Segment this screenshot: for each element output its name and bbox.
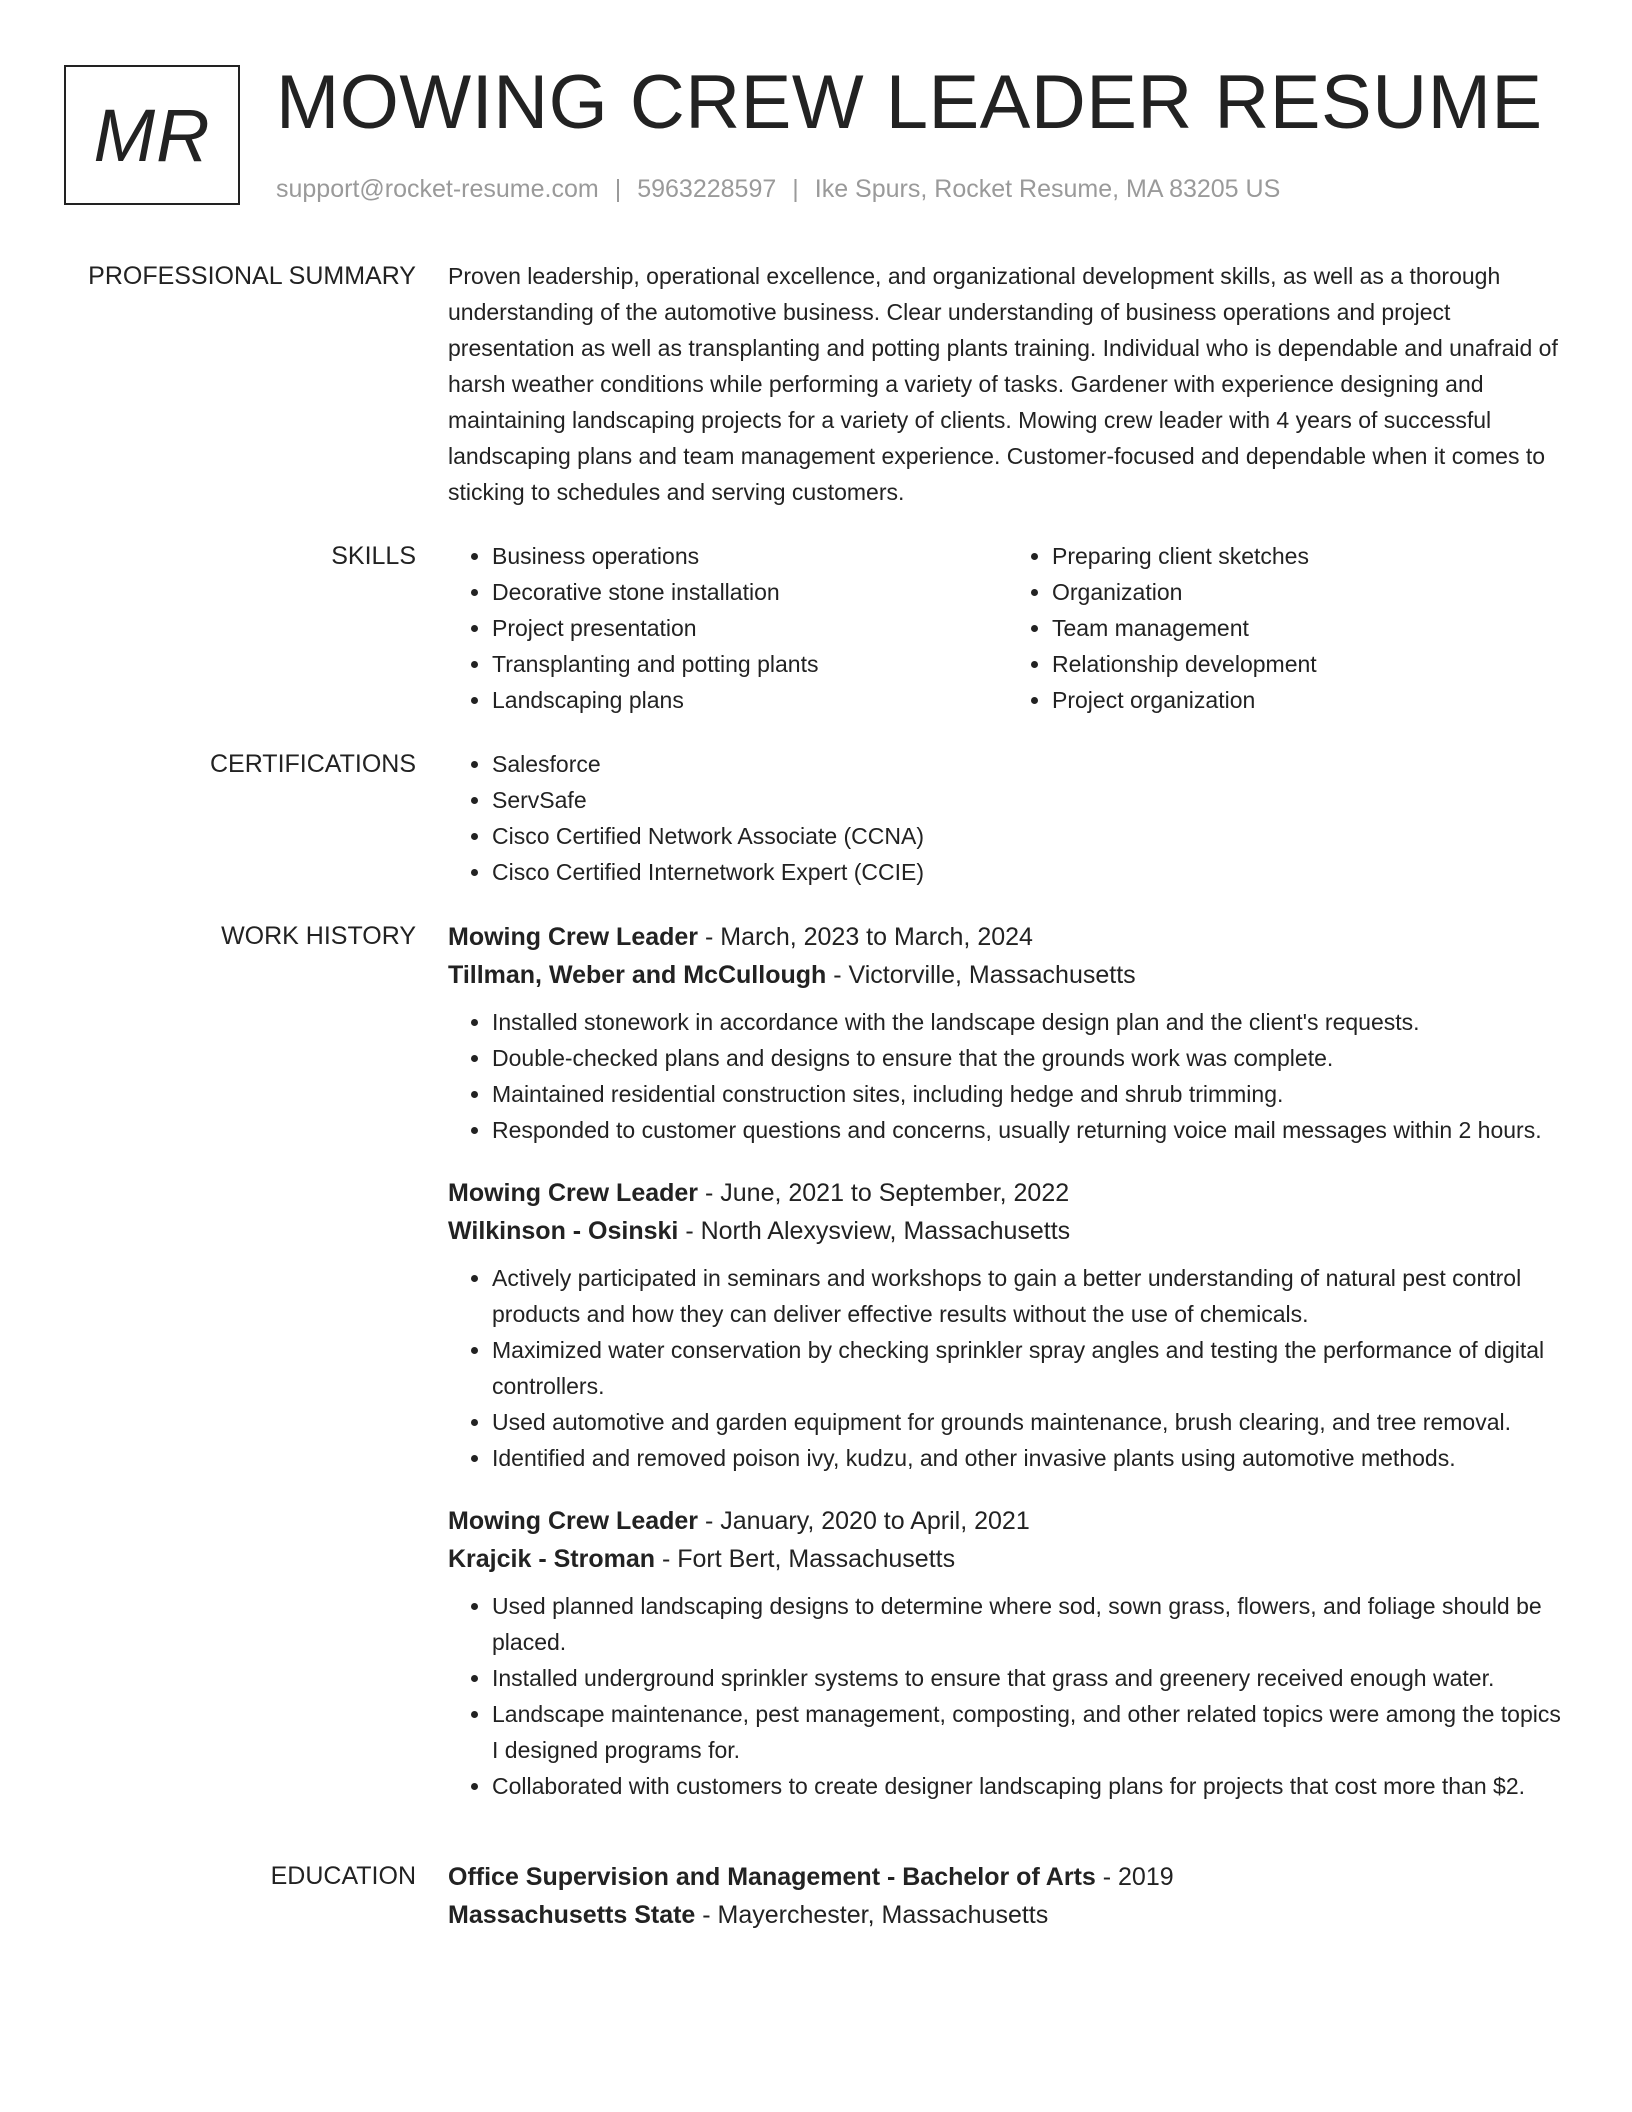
job-bullet: • Actively participated in seminars and workshops to gain a better understanding of natural pest control products and how they can deliver effective results without the use of chemicals.: [492, 1260, 1568, 1332]
job-dates: - January, 2020 to April, 2021: [698, 1507, 1030, 1535]
section-body: [448, 1858, 1568, 1934]
job-bullet: • Double-checked plans and designs to ensure that the grounds work was complete.: [492, 1040, 1568, 1076]
job-company: Wilkinson - Osinski: [448, 1217, 679, 1245]
skill-item: • Business operations: [492, 538, 1008, 574]
education-year: - 2019: [1095, 1863, 1174, 1891]
skills-list-right: [1008, 538, 1568, 718]
skill-item: • Transplanting and potting plants: [492, 646, 1008, 682]
job-bullets: [448, 1004, 1568, 1148]
job-bullet: • Used automotive and garden equipment for grounds maintenance, brush clearing, and tree removal.: [492, 1404, 1568, 1440]
education-school: Massachusetts State: [448, 1901, 696, 1929]
section-label: EDUCATION: [270, 1862, 416, 1890]
job-location: - North Alexysview, Massachusetts: [678, 1217, 1071, 1245]
skill-item: • Preparing client sketches: [1052, 538, 1568, 574]
job-company-line: [448, 1540, 1568, 1578]
education-section: [0, 1858, 1632, 1934]
skill-item: • Decorative stone installation: [492, 574, 1008, 610]
job-title: Mowing Crew Leader: [448, 1179, 699, 1207]
skill-item: • Team management: [1052, 610, 1568, 646]
job-title-line: [448, 918, 1568, 956]
education-school-line: [448, 1896, 1568, 1934]
education-degree: Office Supervision and Management - Bachelor of Arts: [448, 1863, 1096, 1891]
summary-text: Proven leadership, operational excellence, and organizational development skills, as well as a thorough understanding of the automotive business. Clear understanding of business operations and project presentation as well as transplanting and potting plants training. Individual who is dependable and unafraid of harsh weather conditions while performing a variety of tasks. Gardener with experience designing and maintaining landscaping projects for a variety of clients. Mowing crew leader with 4 years of successful landscaping plans and team management experience. Customer-focused and dependable when it comes to sticking to schedules and serving customers.: [448, 263, 1558, 505]
certifications-section: [0, 746, 1632, 890]
section-label: CERTIFICATIONS: [209, 750, 416, 778]
education-degree-line: [448, 1858, 1568, 1896]
section-label: SKILLS: [331, 542, 416, 570]
job-bullet: • Installed underground sprinkler systems to ensure that grass and greenery received enough water.: [492, 1660, 1568, 1696]
job-bullets: [448, 1260, 1568, 1476]
job-company: Tillman, Weber and McCullough: [448, 961, 827, 989]
section-body: [448, 918, 1568, 1830]
job-entry: [448, 918, 1568, 1148]
skill-item: • Project presentation: [492, 610, 1008, 646]
job-location: - Victorville, Massachusetts: [826, 961, 1136, 989]
job-company-line: [448, 956, 1568, 994]
job-bullet: • Used planned landscaping designs to determine where sod, sown grass, flowers, and foliage should be placed.: [492, 1588, 1568, 1660]
work-history-section: [0, 918, 1632, 1830]
section-label: WORK HISTORY: [221, 922, 416, 950]
skill-item: • Organization: [1052, 574, 1568, 610]
contact-separator: |: [792, 175, 799, 203]
job-title: Mowing Crew Leader: [448, 1507, 699, 1535]
certification-item: • Cisco Certified Internetwork Expert (CCIE): [492, 854, 1568, 890]
skill-item: • Relationship development: [1052, 646, 1568, 682]
section-body: [448, 746, 1568, 890]
job-bullet: • Identified and removed poison ivy, kudzu, and other invasive plants using automotive methods.: [492, 1440, 1568, 1476]
resume-title: MOWING CREW LEADER RESUME: [276, 60, 1543, 145]
education-location: - Mayerchester, Massachusetts: [695, 1901, 1049, 1929]
section-body: [448, 258, 1568, 510]
job-bullet: • Responded to customer questions and concerns, usually returning voice mail messages within 2 hours.: [492, 1112, 1568, 1148]
job-dates: - March, 2023 to March, 2024: [698, 923, 1033, 951]
job-bullet: • Maximized water conservation by checking sprinkler spray angles and testing the performance of digital controllers.: [492, 1332, 1568, 1404]
contact-address: Ike Spurs, Rocket Resume, MA 83205 US: [814, 175, 1281, 203]
job-title-line: [448, 1502, 1568, 1540]
skill-item: • Project organization: [1052, 682, 1568, 718]
contact-line: [276, 175, 1280, 204]
job-bullet: • Installed stonework in accordance with the landscape design plan and the client's requests.: [492, 1004, 1568, 1040]
section-label: PROFESSIONAL SUMMARY: [88, 262, 416, 290]
job-dates: - June, 2021 to September, 2022: [698, 1179, 1070, 1207]
certification-item: • ServSafe: [492, 782, 1568, 818]
summary-section: [0, 258, 1632, 510]
job-company: Krajcik - Stroman: [448, 1545, 656, 1573]
job-title: Mowing Crew Leader: [448, 923, 699, 951]
certifications-list: [448, 746, 1568, 890]
contact-email[interactable]: support@rocket-resume.com: [276, 175, 599, 203]
contact-separator: |: [614, 175, 622, 203]
skills-section: [0, 538, 1632, 718]
job-entry: [448, 1174, 1568, 1476]
skills-columns: [448, 538, 1568, 718]
job-title-line: [448, 1174, 1568, 1212]
certification-item: • Salesforce: [492, 746, 1568, 782]
monogram-initials: MR: [93, 93, 211, 177]
monogram-box: [64, 65, 240, 205]
job-bullet: • Maintained residential construction sites, including hedge and shrub trimming.: [492, 1076, 1568, 1112]
job-location: - Fort Bert, Massachusetts: [655, 1545, 956, 1573]
job-bullet: • Collaborated with customers to create designer landscaping plans for projects that cost more than $2.: [492, 1768, 1568, 1804]
contact-phone[interactable]: 5963228597: [637, 175, 777, 203]
certification-item: • Cisco Certified Network Associate (CCNA): [492, 818, 1568, 854]
resume-header: [64, 60, 1564, 215]
skill-item: • Landscaping plans: [492, 682, 1008, 718]
job-bullets: [448, 1588, 1568, 1804]
resume-content: [0, 258, 1632, 1962]
job-company-line: [448, 1212, 1568, 1250]
job-entry: [448, 1502, 1568, 1804]
job-bullet: • Landscape maintenance, pest management, composting, and other related topics were among the topics I designed programs for.: [492, 1696, 1568, 1768]
skills-list-left: [448, 538, 1008, 718]
